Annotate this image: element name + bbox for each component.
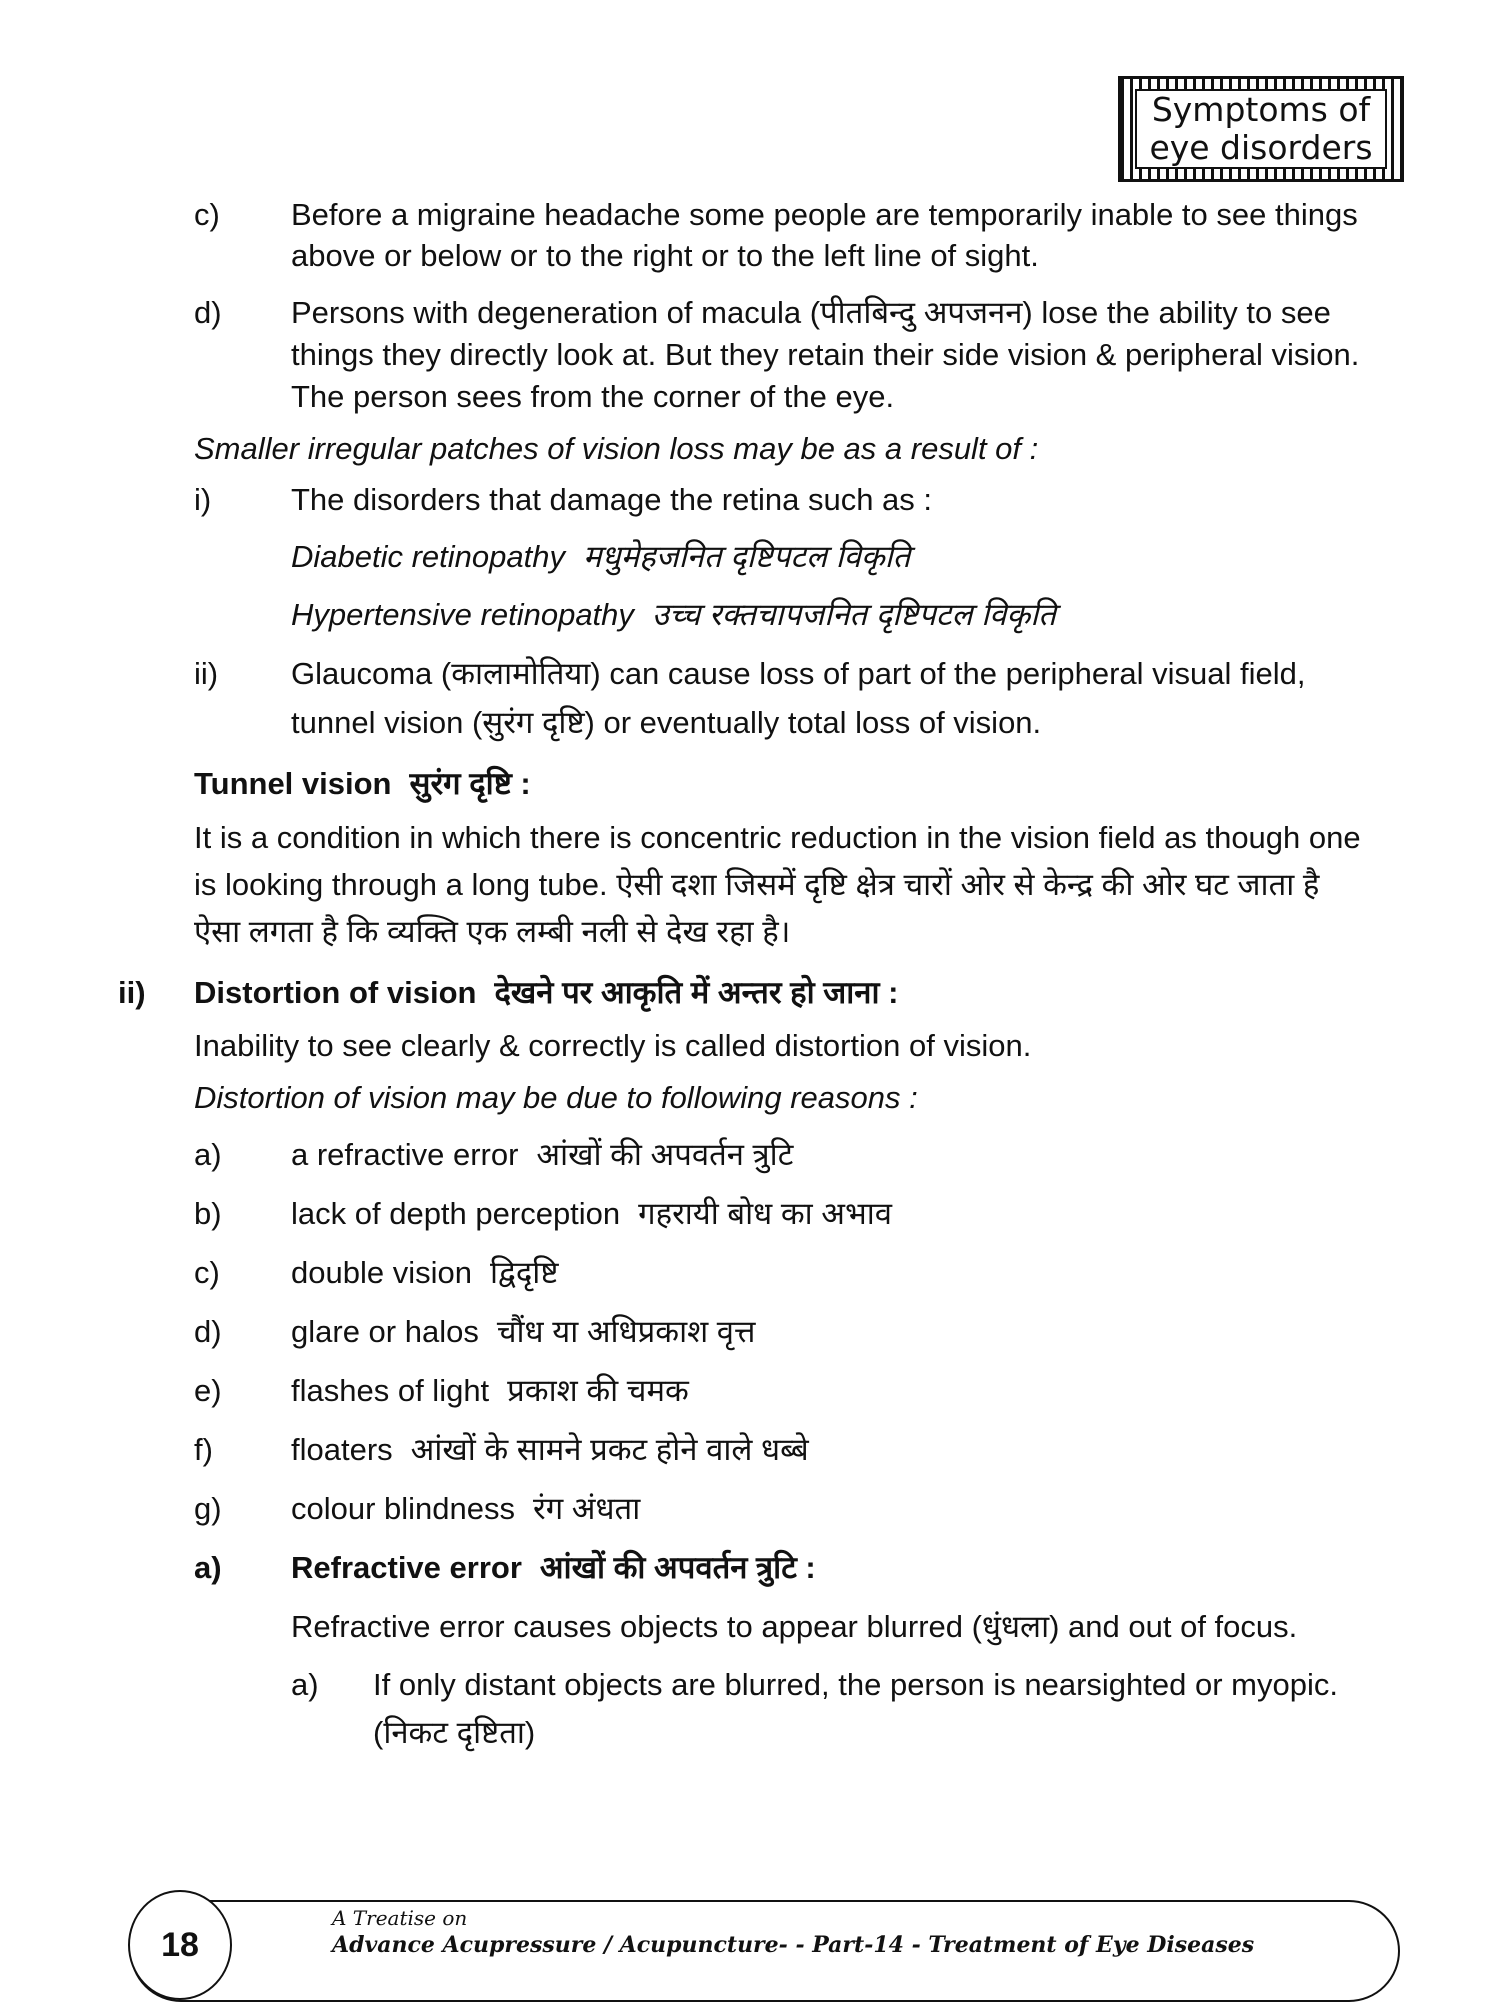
tunnel-line-3: ऐसा लगता है कि व्यक्ति एक लम्बी नली से देख रहा है। — [194, 914, 791, 949]
reason-f-marker: f) — [194, 1432, 213, 1467]
reason-a-marker: a) — [194, 1137, 222, 1172]
reason-b-marker: b) — [194, 1196, 222, 1231]
retinopathy-hypertensive-en: Hypertensive retinopathy — [291, 597, 634, 632]
reason-e-marker: e) — [194, 1373, 222, 1408]
reason-b — [291, 1193, 892, 1235]
reason-b-en: lack of depth perception — [291, 1196, 621, 1231]
reason-d — [291, 1311, 755, 1353]
distortion-heading — [194, 972, 898, 1014]
reason-b-hi: गहरायी बोध का अभाव — [638, 1196, 893, 1231]
reason-a-hi: आंखों की अपवर्तन त्रुटि — [536, 1137, 794, 1172]
distortion-reasons-intro: Distortion of vision may be due to following reasons : — [194, 1080, 918, 1115]
retinopathy-diabetic-hi: मधुमेहजनित दृष्टिपटल विकृति — [583, 539, 911, 574]
item-i-marker: i) — [194, 482, 212, 517]
reason-a-en: a refractive error — [291, 1137, 519, 1172]
reason-f-en: floaters — [291, 1432, 393, 1467]
reason-g — [291, 1488, 640, 1530]
item-ii-line-1: Glaucoma (कालामोतिया) can cause loss of part of the peripheral visual field, — [291, 656, 1306, 691]
reason-d-hi: चौंध या अधिप्रकाश वृत्त — [496, 1314, 756, 1349]
reason-e — [291, 1370, 689, 1412]
reason-g-marker: g) — [194, 1491, 222, 1526]
retinopathy-diabetic-en: Diabetic retinopathy — [291, 539, 565, 574]
retinopathy-diabetic — [291, 536, 910, 578]
reason-c-en: double vision — [291, 1255, 472, 1290]
reason-f-hi: आंखों के सामने प्रकट होने वाले धब्बे — [410, 1432, 809, 1467]
reason-e-en: flashes of light — [291, 1373, 490, 1408]
refractive-heading-en: Refractive error — [291, 1550, 522, 1585]
refractive-sub-line-2: (निकट दृष्टिता) — [373, 1715, 536, 1750]
reason-f — [291, 1429, 809, 1471]
tunnel-line-2: is looking through a long tube. ऐसी दशा जिसमें दृष्टि क्षेत्र चारों ओर से केन्द्र की ओर घट जाता है — [194, 867, 1320, 902]
retinopathy-hypertensive-hi: उच्च रक्तचापजनित दृष्टिपटल विकृति — [651, 597, 1056, 632]
tunnel-line-1: It is a condition in which there is concentric reduction in the vision field as though one — [194, 820, 1361, 855]
reason-d-en: glare or halos — [291, 1314, 479, 1349]
section-badge-label — [1135, 89, 1387, 169]
item-ii-marker: ii) — [194, 656, 219, 691]
item-c-marker: c) — [194, 197, 220, 232]
distortion-definition: Inability to see clearly & correctly is called distortion of vision. — [194, 1028, 1032, 1063]
tunnel-heading-hi: सुरंग दृष्टि : — [409, 766, 531, 801]
footer-book-title: Advance Acupressure / Acupuncture- - Part-14 - Treatment of Eye Diseases — [332, 1932, 1255, 1958]
smaller-patches-intro: Smaller irregular patches of vision loss may be as a result of : — [194, 431, 1039, 466]
tunnel-heading — [194, 763, 531, 805]
refractive-sub-line-1: If only distant objects are blurred, the person is nearsighted or myopic. — [373, 1667, 1338, 1702]
reason-g-hi: रंग अंधता — [533, 1491, 641, 1526]
section-badge — [1118, 76, 1404, 182]
item-i-text: The disorders that damage the retina such as : — [291, 482, 933, 517]
refractive-text: Refractive error causes objects to appear blurred (धुंधला) and out of focus. — [291, 1609, 1298, 1644]
retinopathy-hypertensive — [291, 594, 1056, 636]
reason-a — [291, 1134, 793, 1176]
page-number: 18 — [128, 1890, 232, 2000]
tunnel-heading-en: Tunnel vision — [194, 766, 392, 801]
reason-c — [291, 1252, 558, 1294]
item-d-line-3: The person sees from the corner of the eye. — [291, 379, 895, 414]
refractive-heading — [291, 1547, 816, 1589]
badge-line-2: eye disorders — [1149, 128, 1373, 167]
reason-g-en: colour blindness — [291, 1491, 516, 1526]
distortion-marker: ii) — [118, 975, 146, 1010]
reason-e-hi: प्रकाश की चमक — [507, 1373, 689, 1408]
reason-d-marker: d) — [194, 1314, 222, 1349]
item-d-line-1: Persons with degeneration of macula (पीतबिन्दु अपजनन) lose the ability to see — [291, 295, 1331, 330]
item-c-line-1: Before a migraine headache some people are temporarily inable to see things — [291, 197, 1358, 232]
distortion-heading-en: Distortion of vision — [194, 975, 477, 1010]
refractive-sub-marker: a) — [291, 1667, 319, 1702]
item-d-line-2: things they directly look at. But they retain their side vision & peripheral vision. — [291, 337, 1360, 372]
refractive-marker: a) — [194, 1550, 222, 1585]
item-d-marker: d) — [194, 295, 222, 330]
item-c-line-2: above or below or to the right or to the left line of sight. — [291, 238, 1039, 273]
badge-line-1: Symptoms of — [1151, 90, 1371, 129]
footer-book-prefix: A Treatise on — [332, 1906, 468, 1930]
refractive-heading-hi: आंखों की अपवर्तन त्रुटि : — [539, 1550, 816, 1585]
reason-c-marker: c) — [194, 1255, 220, 1290]
reason-c-hi: द्विदृष्टि — [489, 1255, 559, 1290]
item-ii-line-2: tunnel vision (सुरंग दृष्टि) or eventually total loss of vision. — [291, 705, 1042, 740]
distortion-heading-hi: देखने पर आकृति में अन्तर हो जाना : — [494, 975, 899, 1010]
